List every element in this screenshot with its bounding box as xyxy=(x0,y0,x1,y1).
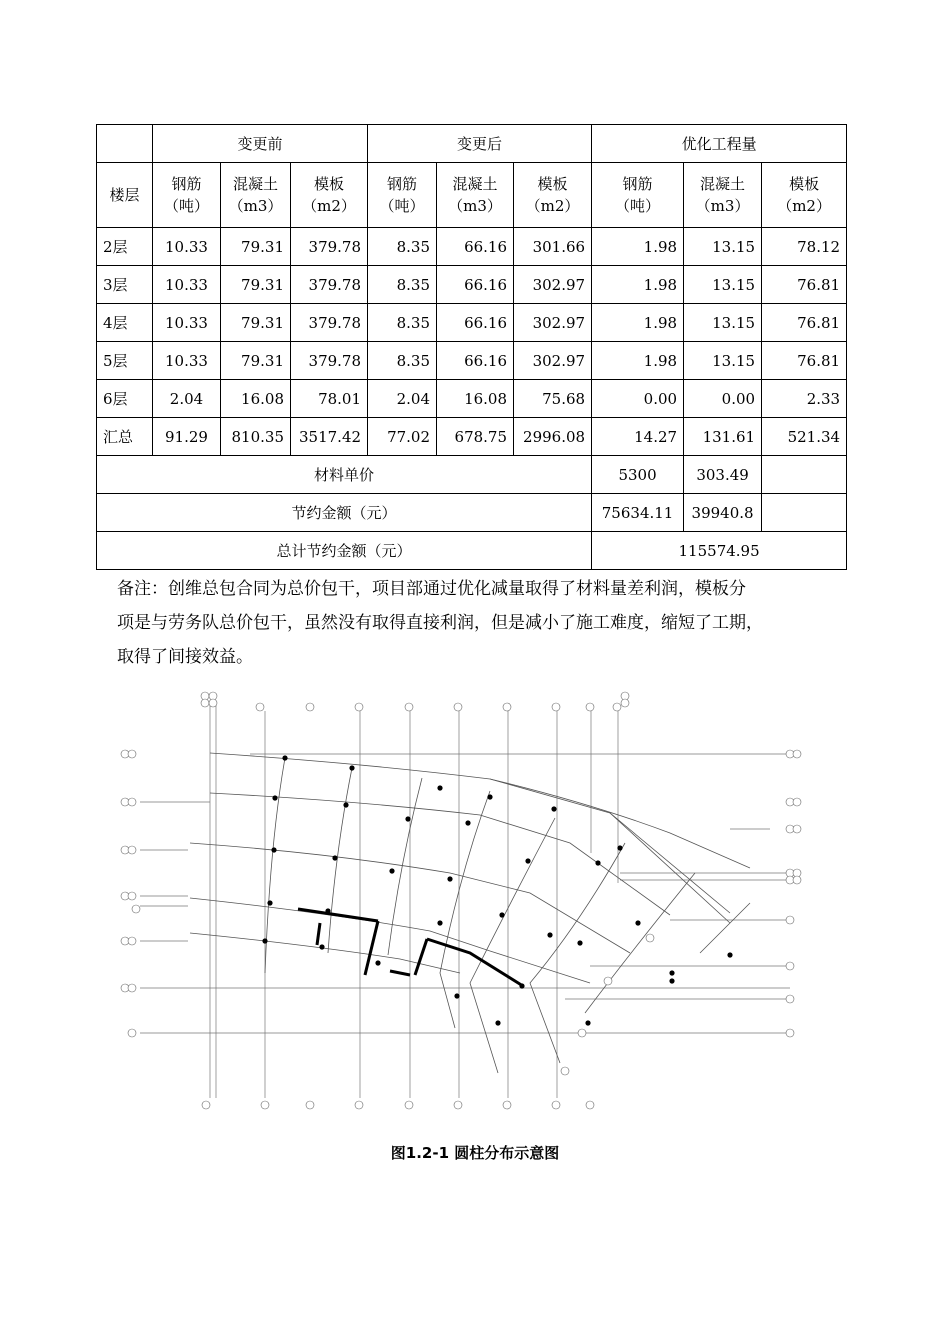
value-cell: 10.33 xyxy=(153,266,221,304)
value-cell: 302.97 xyxy=(514,266,592,304)
value-cell: 16.08 xyxy=(437,380,514,418)
sub-header-cell: 模板 （m2） xyxy=(514,163,592,228)
column-marker xyxy=(547,932,552,937)
axis-bubble xyxy=(202,1101,210,1109)
axis-bubble xyxy=(405,703,413,711)
axis-bubble xyxy=(454,703,462,711)
value-cell: 131.61 xyxy=(684,418,762,456)
value-cell: 76.81 xyxy=(762,304,847,342)
axis-bubble xyxy=(128,892,136,900)
axis-bubble xyxy=(604,977,612,985)
axis-bubble xyxy=(561,1067,569,1075)
sub-header-cell: 混凝土 （m3） xyxy=(221,163,291,228)
floor-cell: 3层 xyxy=(97,266,153,304)
axis-bubble xyxy=(132,905,140,913)
value-cell: 2996.08 xyxy=(514,418,592,456)
column-marker xyxy=(447,876,452,881)
axis-bubble xyxy=(128,846,136,854)
value-cell: 79.31 xyxy=(221,228,291,266)
unit-price-formwork xyxy=(762,456,847,494)
column-marker xyxy=(271,847,276,852)
savings-label: 节约金额（元） xyxy=(97,494,592,532)
table-row xyxy=(97,228,847,266)
axis-bubble xyxy=(128,937,136,945)
table-row xyxy=(97,380,847,418)
axis-bubble xyxy=(586,703,594,711)
column-marker xyxy=(669,970,674,975)
value-cell: 10.33 xyxy=(153,228,221,266)
column-marker xyxy=(727,952,732,957)
floor-header: 楼层 xyxy=(97,163,153,228)
value-cell: 678.75 xyxy=(437,418,514,456)
axis-bubble xyxy=(128,1029,136,1037)
column-marker xyxy=(267,900,272,905)
value-cell: 13.15 xyxy=(684,304,762,342)
total-value: 115574.95 xyxy=(592,532,847,570)
axis-bubble xyxy=(128,750,136,758)
value-cell: 14.27 xyxy=(592,418,684,456)
column-marker xyxy=(635,920,640,925)
value-cell: 301.66 xyxy=(514,228,592,266)
value-cell: 302.97 xyxy=(514,304,592,342)
column-marker xyxy=(272,795,277,800)
floor-cell: 5层 xyxy=(97,342,153,380)
column-marker xyxy=(617,845,622,850)
table-row xyxy=(97,342,847,380)
sub-header-cell: 钢筋 （吨） xyxy=(368,163,437,228)
column-marker xyxy=(595,860,600,865)
column-marker xyxy=(519,983,524,988)
table-body xyxy=(97,228,847,456)
savings-steel: 75634.11 xyxy=(592,494,684,532)
axis-bubble xyxy=(552,1101,560,1109)
figure-caption: 图1.2-1 圆柱分布示意图 xyxy=(390,1144,560,1162)
column-marker xyxy=(454,993,459,998)
column-marker xyxy=(262,938,267,943)
axis-bubble xyxy=(793,798,801,806)
value-cell: 810.35 xyxy=(221,418,291,456)
value-cell: 78.12 xyxy=(762,228,847,266)
column-marker xyxy=(437,920,442,925)
column-marker xyxy=(577,940,582,945)
axis-bubble xyxy=(261,1101,269,1109)
value-cell: 75.68 xyxy=(514,380,592,418)
axis-bubble xyxy=(786,995,794,1003)
axis-bubble xyxy=(613,703,621,711)
column-marker xyxy=(282,755,287,760)
value-cell: 3517.42 xyxy=(291,418,368,456)
group-header-row xyxy=(97,125,847,163)
column-marker xyxy=(319,944,324,949)
column-marker xyxy=(332,855,337,860)
axis-bubble xyxy=(306,703,314,711)
value-cell: 66.16 xyxy=(437,342,514,380)
value-cell: 79.31 xyxy=(221,304,291,342)
remark-line: 备注：创维总包合同为总价包干，项目部通过优化减量取得了材料量差利润，模板分 xyxy=(117,579,746,599)
column-marker xyxy=(465,820,470,825)
value-cell: 2.04 xyxy=(368,380,437,418)
unit-price-steel: 5300 xyxy=(592,456,684,494)
axis-lines xyxy=(140,703,790,1098)
value-cell: 8.35 xyxy=(368,342,437,380)
axis-bubbles xyxy=(121,692,801,1109)
value-cell: 379.78 xyxy=(291,228,368,266)
unit-price-row xyxy=(97,456,847,494)
value-cell: 521.34 xyxy=(762,418,847,456)
remark-line: 项是与劳务队总价包干，虽然没有取得直接利润，但是减小了施工难度，缩短了工期， xyxy=(117,613,763,633)
floor-cell: 4层 xyxy=(97,304,153,342)
value-cell: 1.98 xyxy=(592,304,684,342)
table-row xyxy=(97,304,847,342)
value-cell: 76.81 xyxy=(762,342,847,380)
column-marker xyxy=(487,794,492,799)
axis-bubble xyxy=(786,962,794,970)
value-cell: 13.15 xyxy=(684,266,762,304)
column-marker xyxy=(551,806,556,811)
axis-bubble xyxy=(786,1029,794,1037)
axis-bubble xyxy=(786,916,794,924)
value-cell: 302.97 xyxy=(514,342,592,380)
value-cell: 379.78 xyxy=(291,304,368,342)
column-marker xyxy=(495,1020,500,1025)
axis-bubble xyxy=(503,703,511,711)
column-marker xyxy=(525,858,530,863)
group-header-optimized: 优化工程量 xyxy=(592,125,847,163)
column-marker xyxy=(405,816,410,821)
value-cell: 8.35 xyxy=(368,304,437,342)
column-marker xyxy=(389,868,394,873)
total-row xyxy=(97,532,847,570)
column-marker xyxy=(343,802,348,807)
axis-bubble xyxy=(578,1029,586,1037)
value-cell: 77.02 xyxy=(368,418,437,456)
sub-header-row xyxy=(97,163,847,228)
value-cell: 13.15 xyxy=(684,342,762,380)
axis-bubble xyxy=(793,876,801,884)
sub-header-cell: 混凝土 （m3） xyxy=(684,163,762,228)
column-marker xyxy=(325,908,330,913)
remark-paragraph xyxy=(117,572,852,674)
beam-lines xyxy=(298,909,523,986)
value-cell: 1.98 xyxy=(592,266,684,304)
axis-bubble xyxy=(128,984,136,992)
value-cell: 0.00 xyxy=(684,380,762,418)
column-marker xyxy=(499,912,504,917)
value-cell: 2.04 xyxy=(153,380,221,418)
savings-row xyxy=(97,494,847,532)
value-cell: 379.78 xyxy=(291,266,368,304)
sub-header-cell: 混凝土 （m3） xyxy=(437,163,514,228)
group-header-before: 变更前 xyxy=(153,125,368,163)
column-marker xyxy=(375,960,380,965)
axis-bubble xyxy=(454,1101,462,1109)
floor-cell: 汇总 xyxy=(97,418,153,456)
value-cell: 1.98 xyxy=(592,342,684,380)
floor-cell: 2层 xyxy=(97,228,153,266)
table-row xyxy=(97,418,847,456)
value-cell: 66.16 xyxy=(437,228,514,266)
column-marker xyxy=(437,785,442,790)
floor-cell: 6层 xyxy=(97,380,153,418)
unit-price-label: 材料单价 xyxy=(97,456,592,494)
sub-header-cell: 模板 （m2） xyxy=(291,163,368,228)
total-label: 总计节约金额（元） xyxy=(97,532,592,570)
column-marker xyxy=(669,978,674,983)
axis-bubble xyxy=(355,1101,363,1109)
unit-price-concrete: 303.49 xyxy=(684,456,762,494)
value-cell: 10.33 xyxy=(153,342,221,380)
column-marker xyxy=(585,1020,590,1025)
remark-line: 取得了间接效益。 xyxy=(117,647,253,667)
value-cell: 66.16 xyxy=(437,266,514,304)
axis-bubble xyxy=(256,703,264,711)
value-cell: 10.33 xyxy=(153,304,221,342)
value-cell: 91.29 xyxy=(153,418,221,456)
axis-bubble xyxy=(503,1101,511,1109)
axis-bubble xyxy=(128,798,136,806)
sub-header-cell: 模板 （m2） xyxy=(762,163,847,228)
axis-bubble xyxy=(793,825,801,833)
column-markers xyxy=(262,755,732,1025)
value-cell: 66.16 xyxy=(437,304,514,342)
value-cell: 1.98 xyxy=(592,228,684,266)
axis-bubble xyxy=(201,699,209,707)
group-header-after: 变更后 xyxy=(368,125,592,163)
axis-bubble xyxy=(586,1101,594,1109)
value-cell: 16.08 xyxy=(221,380,291,418)
sub-header-cell: 钢筋 （吨） xyxy=(592,163,684,228)
value-cell: 76.81 xyxy=(762,266,847,304)
value-cell: 379.78 xyxy=(291,342,368,380)
axis-bubble xyxy=(405,1101,413,1109)
value-cell: 79.31 xyxy=(221,266,291,304)
value-cell: 2.33 xyxy=(762,380,847,418)
axis-bubble xyxy=(793,750,801,758)
sub-header-cell: 钢筋 （吨） xyxy=(153,163,221,228)
curved-grid xyxy=(190,753,750,1073)
value-cell: 8.35 xyxy=(368,228,437,266)
quantity-table xyxy=(96,124,847,570)
table-row xyxy=(97,266,847,304)
column-layout-drawing xyxy=(110,683,815,1115)
corner-cell xyxy=(97,125,153,163)
axis-bubble xyxy=(209,699,217,707)
axis-bubble xyxy=(552,703,560,711)
value-cell: 78.01 xyxy=(291,380,368,418)
savings-concrete: 39940.8 xyxy=(684,494,762,532)
savings-formwork xyxy=(762,494,847,532)
axis-bubble xyxy=(355,703,363,711)
axis-bubble xyxy=(306,1101,314,1109)
value-cell: 13.15 xyxy=(684,228,762,266)
value-cell: 0.00 xyxy=(592,380,684,418)
axis-bubble xyxy=(646,934,654,942)
value-cell: 8.35 xyxy=(368,266,437,304)
value-cell: 79.31 xyxy=(221,342,291,380)
column-marker xyxy=(349,765,354,770)
axis-bubble xyxy=(621,699,629,707)
